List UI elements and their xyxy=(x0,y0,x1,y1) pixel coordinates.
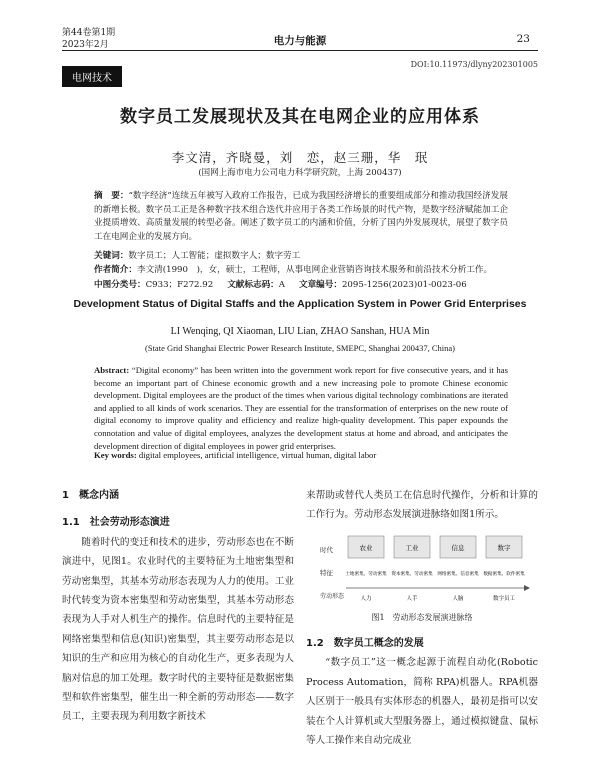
doc-code-value: A xyxy=(278,280,285,290)
issue-date: 2023年2月 xyxy=(62,40,109,50)
fig-era-3: 信息 xyxy=(451,544,465,552)
clc-value: C933；F272.92 xyxy=(145,280,214,290)
body-left-column xyxy=(62,486,294,727)
keywords-en-label: Key words: xyxy=(94,450,137,460)
column-badge: 电网技术 xyxy=(62,66,122,87)
body-right-column-lower xyxy=(306,634,538,750)
abstract-en-text: “Digital economy” has been written into the government work report for five consecutive years, and it has become an important part of Chinese economic growth and a new increasing pole to promote Chinese economic development. Digital employees are the product of the times when various digital technology combinations are iterated and applied to all kinds of work scenarios. They are essential for the transformation of enterprises on the new route of digital economy to improve quality and efficiency and realize high-quality development. This paper expounds the connotation and value of digital employees, analyzes the development status at home and abroad, and anticipates the development direction of digital employees in power grid enterprises. xyxy=(94,365,509,451)
body-right-column xyxy=(306,486,538,525)
clc-label: 中图分类号： xyxy=(94,280,146,290)
volume-issue: 第44卷第1期 xyxy=(62,28,116,38)
body-paragraph-3: “数字员工”这一概念起源于流程自动化(Robotic Process Automation，简称 RPA)机器人。RPA机器人区别于一般具有实体形态的机器人，最初是指可以安装在个人计算机或大型服务器上，通过模拟键盘、鼠标等人工操作来自动完成业 xyxy=(306,657,538,747)
authors-cn: 李文清，齐晓曼，刘 恋，赵三珊，华 珉 xyxy=(171,150,429,165)
fig-era-label: 时代 xyxy=(320,546,333,554)
fig-feature-1: 土地密集、劳动密集 xyxy=(345,572,387,577)
keywords-en xyxy=(94,450,508,460)
fig-form-3: 人脑 xyxy=(452,596,464,602)
figure-1-caption: 图1 劳动形态发展演进脉络 xyxy=(371,613,473,622)
article-no-value: 2095-1256(2023)01-0023-06 xyxy=(341,280,467,290)
abstract-cn-text: “数字经济”连续五年被写入政府工作报告，已成为我国经济增长的重要组成部分和推动我国经济发展的新增长极。数字员工正是各种数字技术组合迭代并应用于各类工作场景的时代产物，是数字经济赋能加工企业提质增效、高质量发展的转型必备。阐述了数字员工的内涵和价值，分析了国内外发展现状，展望了数字员工在电网企业的发展方向。 xyxy=(94,191,508,242)
fig-feature-4: 数据密集、软件密集 xyxy=(483,572,525,577)
classification-row xyxy=(94,278,508,290)
authors-en: LI Wenqing, QI Xiaoman, LIU Lian, ZHAO Sanshan, HUA Min xyxy=(170,326,430,337)
author-bio-text: 李文清(1990 )，女，硕士，工程师，从事电网企业营销咨询技术服务和前沿技术分析工作。 xyxy=(136,265,493,275)
article-no-label: 文章编号： xyxy=(298,280,342,290)
fig-feature-3: 网络密集、信息密集 xyxy=(437,572,479,577)
body-paragraph-1: 随着时代的变迁和技术的进步，劳动形态也在不断演进中，见图1。农业时代的主要特征为土地密集型和劳动密集型，其基本劳动形态表现为人力的使用。工业时代转变为资本密集型和劳动密集型，其基本劳动形态表现为人手对人机生产的操作。信息时代的主要特征是网络密集型和信息(知识)密集型，其主要劳动形态是以知识的生产和应用为核心的自动化生产，更多表现为人脑对信息的加工处理。数字时代的主要特征是数据密集型和软件密集型，催生出一种全新的劳动形态——数字员工，主要表现为利用数字新技术 xyxy=(62,536,294,723)
abstract-cn xyxy=(94,190,508,244)
paper-title-en: Development Status of Digital Staffs and the Application System in Power Grid Enterprises xyxy=(73,298,527,310)
fig-form-4: 数字员工 xyxy=(492,596,516,602)
section-1-heading: 1 概念内涵 xyxy=(62,490,119,501)
page-number: 23 xyxy=(516,33,530,45)
paper-title-cn: 数字员工发展现状及其在电网企业的应用体系 xyxy=(120,107,480,127)
fig-era-4: 数字 xyxy=(497,544,511,552)
fig-form-label: 劳动形态 xyxy=(320,593,345,600)
doi-link[interactable]: DOI:10.11973/dlyny202301005 xyxy=(410,60,538,69)
affiliation-en: (State Grid Shanghai Electric Power Research Institute, SMEPC, Shanghai 200437, China) xyxy=(145,343,455,353)
fig-evolution-arrowhead xyxy=(524,585,530,591)
figure-1-labor-evolution xyxy=(318,532,534,610)
affiliation-cn: (国网上海市电力公司电力科学研究院，上海 200437) xyxy=(198,168,402,178)
fig-form-1: 人力 xyxy=(360,596,372,602)
keywords-cn-text: 数字员工；人工智能；虚拟数字人；数字劳工 xyxy=(128,251,301,261)
fig-form-2: 人手 xyxy=(406,596,418,602)
header-rule xyxy=(62,50,538,51)
journal-name: 电力与能源 xyxy=(273,35,327,47)
keywords-cn xyxy=(94,250,508,263)
section-1-1-heading: 1.1 社会劳动形态演进 xyxy=(62,517,170,529)
fig-feature-label: 特征 xyxy=(320,569,333,577)
section-1-2-heading: 1.2 数字员工概念的发展 xyxy=(306,638,424,649)
abstract-en-label: Abstract: xyxy=(94,365,130,375)
keywords-en-text: digital employees, artificial intelligence, virtual human, digital labor xyxy=(138,450,377,460)
doc-code-label: 文献标志码： xyxy=(227,280,279,290)
fig-feature-2: 资本密集、劳动密集 xyxy=(391,572,433,577)
abstract-cn-label: 摘 要： xyxy=(94,191,129,201)
fig-era-1: 农业 xyxy=(359,544,373,552)
author-bio xyxy=(94,264,508,277)
keywords-cn-label: 关键词： xyxy=(94,251,129,261)
abstract-en xyxy=(94,364,508,452)
fig-era-2: 工业 xyxy=(405,544,419,552)
body-paragraph-2: 来帮助或替代人类员工在信息时代操作，分析和计算的工作行为。劳动形态发展演进脉络如图1所示。 xyxy=(306,490,538,521)
author-bio-label: 作者简介： xyxy=(94,265,137,275)
